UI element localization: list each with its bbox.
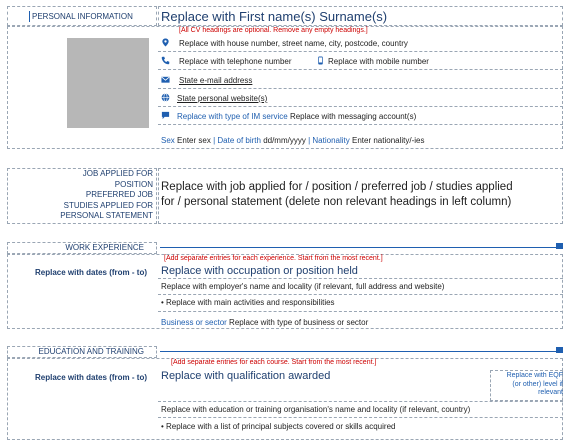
row-divider	[158, 124, 563, 125]
row-divider	[158, 106, 563, 107]
website-text[interactable]: State personal website(s)	[177, 94, 268, 103]
work-activities[interactable]: • Replace with main activities and responsibilities	[161, 298, 335, 307]
dob-value: dd/mm/yyyy	[263, 136, 306, 145]
row-divider	[158, 401, 563, 402]
nationality-value: Enter nationality/-ies	[352, 136, 425, 145]
section-marker-icon	[556, 347, 563, 353]
telephone-text[interactable]: Replace with telephone number	[179, 57, 292, 66]
im-chat-icon	[161, 111, 170, 120]
personal-note: [All CV headings are optional. Remove any empty headings.]	[179, 27, 368, 34]
work-sector-row[interactable]	[161, 318, 368, 328]
email-text[interactable]: State e-mail address	[179, 76, 253, 85]
photo-placeholder[interactable]	[67, 38, 149, 128]
nationality-label: Nationality	[312, 136, 350, 145]
work-dates[interactable]: Replace with dates (from - to)	[34, 268, 147, 277]
row-divider	[158, 69, 563, 70]
job-section-label[interactable]	[10, 169, 153, 222]
eqf-line: (or other) level if	[512, 380, 563, 388]
job-text-line: for / personal statement (delete non relevant headings in left column)	[161, 196, 512, 208]
education-organisation[interactable]: Replace with education or training organisation's name and locality (if relevant, country)	[161, 405, 471, 414]
personal-section-label[interactable]: PERSONAL INFORMATION	[32, 12, 133, 21]
separator: |	[213, 136, 216, 145]
section-marker-icon	[556, 243, 563, 249]
telephone-icon	[161, 56, 170, 65]
sex-value: Enter sex	[177, 136, 211, 145]
work-note: [Add separate entries for each experience. Start from the most recent.]	[164, 255, 383, 262]
job-text-line: Replace with job applied for / position / preferred job / studies applied	[161, 181, 513, 193]
row-divider	[158, 311, 563, 312]
eqf-text[interactable]	[492, 372, 563, 398]
im-label: Replace with type of IM service	[177, 112, 288, 121]
separator: |	[308, 136, 311, 145]
job-label-line: JOB APPLIED FOR	[82, 169, 153, 178]
location-pin-icon	[161, 38, 170, 47]
row-divider	[158, 88, 563, 89]
education-note: [Add separate entries for each course. Start from the most recent.]	[171, 359, 377, 366]
row-divider	[158, 417, 563, 418]
text-cursor	[29, 11, 30, 22]
education-qualification[interactable]: Replace with qualification awarded	[161, 370, 331, 382]
education-subjects[interactable]: • Replace with a list of principal subjects covered or skills acquired	[161, 422, 396, 431]
eqf-line: relevant	[538, 389, 563, 396]
im-row[interactable]	[177, 112, 416, 122]
email-envelope-icon	[161, 75, 170, 84]
work-section-label[interactable]: WORK EXPERIENCE	[65, 243, 144, 252]
mobile-text[interactable]: Replace with mobile number	[328, 57, 429, 66]
job-label-line: PREFERRED JOB	[85, 190, 153, 200]
row-divider	[158, 278, 563, 279]
address-text[interactable]: Replace with house number, street name, city, postcode, country	[179, 39, 408, 48]
work-occupation[interactable]: Replace with occupation or position held	[161, 265, 358, 277]
mobile-phone-icon	[316, 56, 325, 65]
row-divider	[158, 51, 563, 52]
work-section-rule	[160, 247, 556, 248]
job-label-line: PERSONAL STATEMENT	[60, 211, 153, 221]
sector-label: Business or sector	[161, 318, 227, 327]
row-divider	[158, 294, 563, 295]
job-text[interactable]	[161, 180, 513, 210]
job-label-line: STUDIES APPLIED FOR	[63, 200, 153, 210]
personal-details-row[interactable]	[161, 136, 424, 146]
sector-value: Replace with type of business or sector	[229, 318, 369, 327]
website-globe-icon	[161, 93, 170, 102]
im-value: Replace with messaging account(s)	[289, 112, 417, 121]
education-section-rule	[160, 351, 556, 352]
education-section-label[interactable]: EDUCATION AND TRAINING	[38, 347, 144, 356]
work-employer[interactable]: Replace with employer's name and locality (if relevant, full address and website)	[161, 282, 445, 291]
education-dates[interactable]: Replace with dates (from - to)	[34, 373, 147, 382]
cv-name[interactable]: Replace with First name(s) Surname(s)	[161, 9, 388, 24]
sex-label: Sex	[161, 136, 175, 145]
job-label-line: POSITION	[114, 179, 153, 189]
eqf-line: Replace with EQF	[506, 372, 563, 379]
dob-label: Date of birth	[217, 136, 261, 145]
